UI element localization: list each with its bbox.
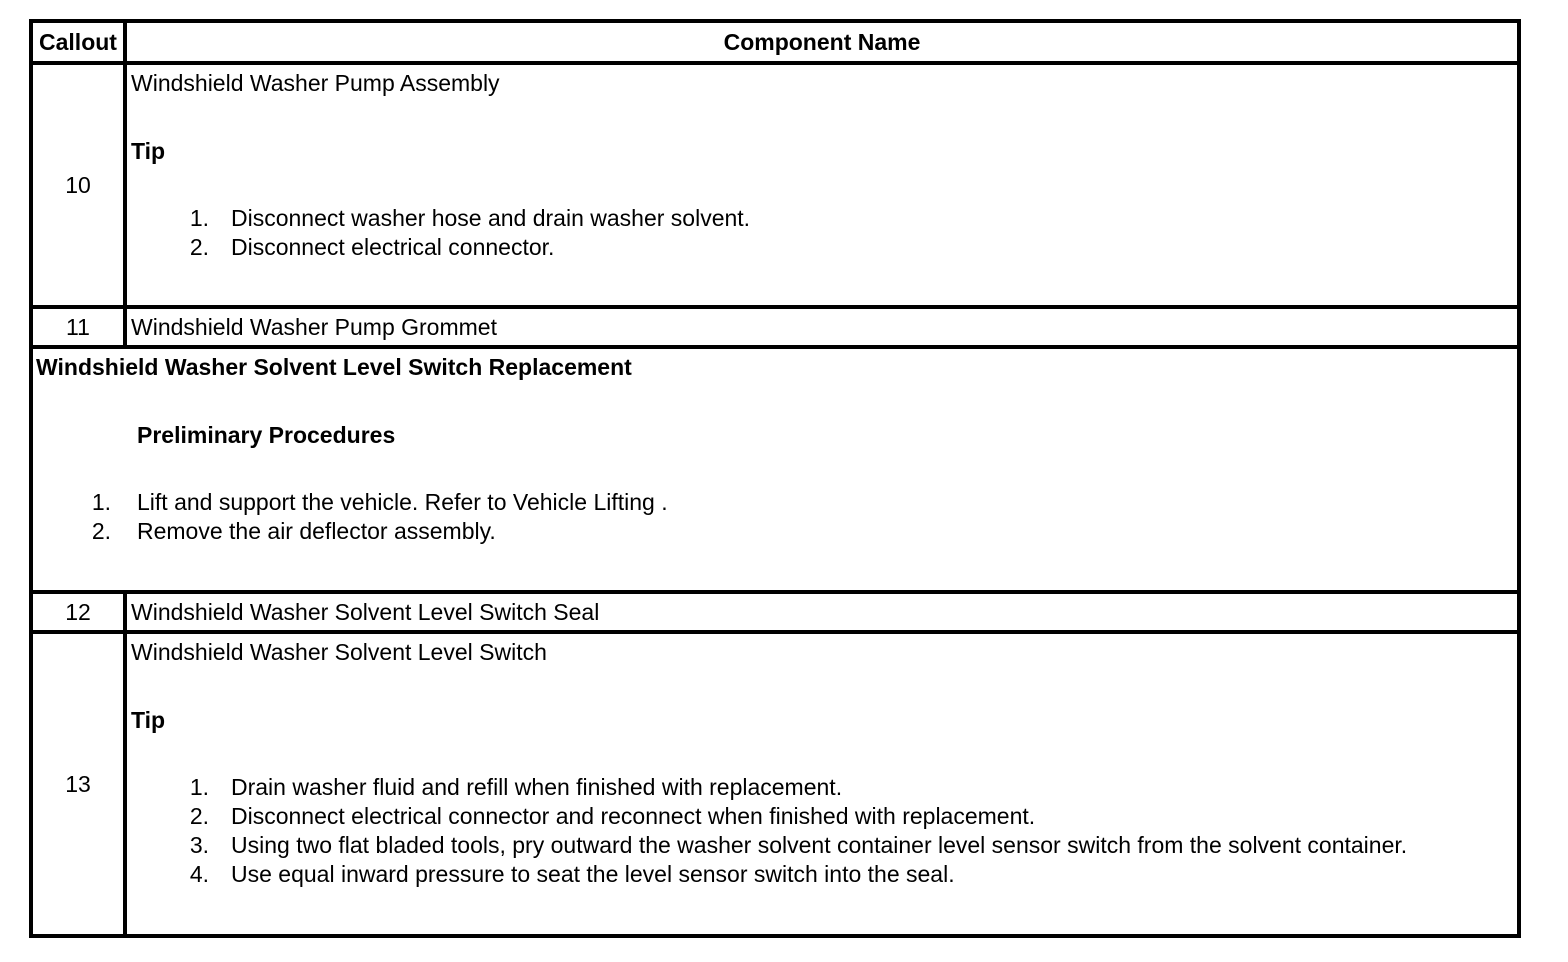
table-row	[31, 307, 1519, 347]
preliminary-steps	[33, 488, 1517, 546]
table-row	[31, 63, 1519, 307]
step-number: 1.	[189, 205, 209, 231]
list-item	[131, 831, 1517, 860]
step-number: 4.	[189, 861, 209, 887]
component-name: Windshield Washer Pump Assembly	[131, 70, 500, 96]
tip-label: Tip	[131, 707, 166, 733]
callout-cell: 12	[31, 592, 125, 632]
step-number: 3.	[189, 832, 209, 858]
tip-steps	[131, 773, 1517, 889]
step-number: 2.	[189, 803, 209, 829]
list-item	[131, 802, 1517, 831]
preliminary-procedures-heading: Preliminary Procedures	[137, 422, 396, 448]
component-cell	[125, 632, 1519, 936]
component-cell	[125, 63, 1519, 307]
step-text: Remove the air deflector assembly.	[137, 518, 496, 544]
step-number: 2.	[91, 518, 111, 544]
section-title: Windshield Washer Solvent Level Switch Replacement	[36, 354, 632, 380]
list-item	[33, 517, 1517, 546]
step-number: 2.	[189, 234, 209, 260]
component-cell	[125, 307, 1519, 347]
step-number: 1.	[189, 774, 209, 800]
header-callout: Callout	[31, 21, 125, 63]
step-number: 1.	[91, 489, 111, 515]
component-name: Windshield Washer Solvent Level Switch Seal	[131, 598, 600, 625]
list-item	[131, 233, 1517, 262]
components-table	[29, 19, 1521, 938]
component-name: Windshield Washer Pump Grommet	[131, 313, 497, 340]
step-text: Use equal inward pressure to seat the level sensor switch into the seal.	[231, 861, 955, 887]
step-text: Disconnect electrical connector.	[231, 234, 555, 260]
component-name: Windshield Washer Solvent Level Switch	[131, 639, 547, 665]
callout-cell: 13	[31, 632, 125, 936]
section-row	[31, 347, 1519, 592]
list-item	[33, 488, 1517, 517]
list-item	[131, 773, 1517, 802]
list-item	[131, 860, 1517, 889]
header-component-name: Component Name	[125, 21, 1519, 63]
step-text: Disconnect electrical connector and reconnect when finished with replacement.	[231, 803, 1036, 829]
section-cell	[31, 347, 1519, 592]
callout-cell: 10	[31, 63, 125, 307]
step-text: Lift and support the vehicle. Refer to Vehicle Lifting .	[137, 489, 668, 515]
list-item	[131, 204, 1517, 233]
callout-cell: 11	[31, 307, 125, 347]
step-text: Using two flat bladed tools, pry outward the washer solvent container level sensor switch from the solvent container.	[231, 832, 1408, 858]
tip-label: Tip	[131, 138, 166, 164]
table-row	[31, 592, 1519, 632]
component-cell	[125, 592, 1519, 632]
table-header-row	[31, 21, 1519, 63]
components-table-frame	[29, 19, 1521, 939]
step-text: Disconnect washer hose and drain washer solvent.	[231, 205, 751, 231]
step-text: Drain washer fluid and refill when finished with replacement.	[231, 774, 843, 800]
table-row	[31, 632, 1519, 936]
tip-steps	[131, 204, 1517, 262]
